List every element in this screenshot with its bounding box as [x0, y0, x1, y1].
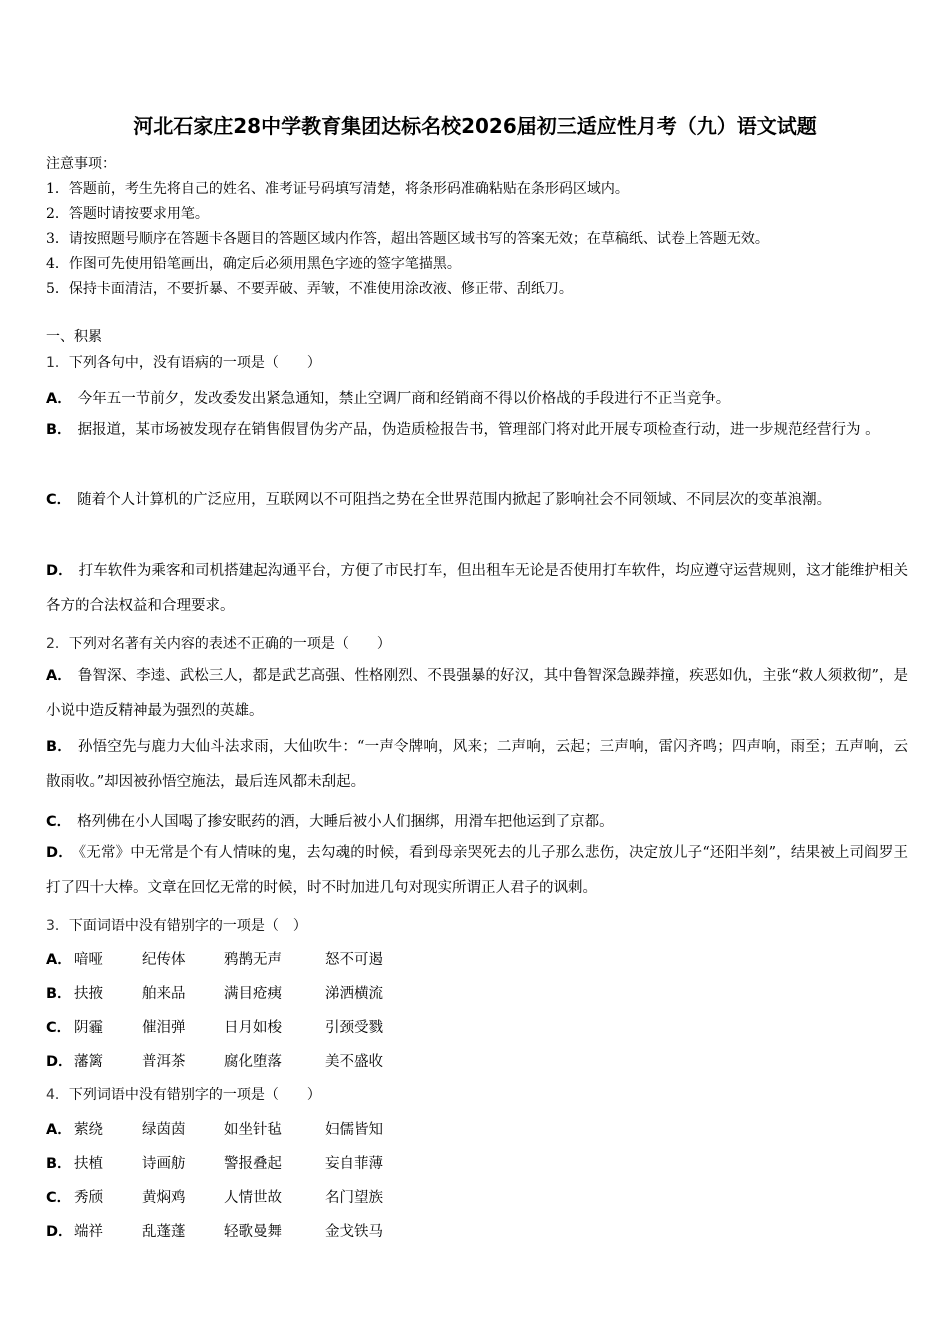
option-text: 鲁智深、李逵、武松三人，都是武艺高强、性格刚烈、不畏强暴的好汉，其中鲁智深急躁莽撞，疾恶如仇，主张“救人须救彻”，是小说中造反精神最为强烈的英雄。 — [46, 668, 908, 719]
option-word: 阴霾 — [74, 1020, 103, 1036]
question-text: 下列词语中没有错别字的一项是（ ） — [68, 1087, 321, 1103]
option-word: 日月如梭 — [224, 1020, 282, 1036]
q4-option-a — [46, 1118, 383, 1139]
q4-option-b — [46, 1152, 383, 1173]
q3-option-d — [46, 1050, 383, 1071]
option-word: 黄焖鸡 — [142, 1190, 186, 1206]
option-letter: B． — [46, 986, 72, 1002]
notice-block — [46, 152, 769, 302]
option-letter: C． — [46, 1190, 72, 1206]
option-word: 喑哑 — [74, 952, 103, 968]
option-word: 妄自菲薄 — [325, 1156, 383, 1172]
notice-item: 3．请按照题号顺序在答题卡各题目的答题区域内作答，超出答题区域书写的答案无效；在草稿纸、试卷上答题无效。 — [46, 231, 769, 247]
option-word: 扶植 — [74, 1156, 103, 1172]
notice-item: 2．答题时请按要求用笔。 — [46, 206, 209, 222]
option-word: 藩篱 — [74, 1054, 103, 1070]
notice-heading: 注意事项： — [46, 156, 116, 172]
option-word: 金戈铁马 — [325, 1224, 383, 1240]
option-letter: D． — [46, 1054, 73, 1070]
question-3-stem — [46, 915, 307, 935]
q4-option-d — [46, 1220, 383, 1241]
option-word: 萦绕 — [74, 1122, 103, 1138]
notice-item: 4．作图可先使用铅笔画出，确定后必须用黑色字迹的签字笔描黑。 — [46, 256, 461, 272]
q2-option-d — [46, 836, 908, 906]
option-word: 人情世故 — [224, 1190, 282, 1206]
option-letter: D． — [46, 563, 73, 579]
option-letter: A． — [46, 1122, 72, 1138]
section-heading: 一、积累 — [46, 329, 102, 345]
option-word: 普洱茶 — [142, 1054, 186, 1070]
notice-item: 1．答题前，考生先将自己的姓名、准考证号码填写清楚，将条形码准确粘贴在条形码区域内。 — [46, 181, 629, 197]
option-word: 满目疮痍 — [224, 986, 282, 1002]
option-word: 秀颀 — [74, 1190, 103, 1206]
option-word: 妇儒皆知 — [325, 1122, 383, 1138]
option-word: 名门望族 — [325, 1190, 383, 1206]
option-text: 据报道，某市场被发现存在销售假冒伪劣产品，伪造质检报告书，管理部门将对此开展专项检查行动，进一步规范经营行为 。 — [77, 422, 880, 438]
option-letter: B． — [46, 1156, 72, 1172]
option-word: 涕洒横流 — [325, 986, 383, 1002]
question-number: 2． — [46, 636, 69, 652]
option-word: 美不盛收 — [325, 1054, 383, 1070]
option-word: 引颈受戮 — [325, 1020, 383, 1036]
option-word: 如坐针毡 — [224, 1122, 282, 1138]
option-word: 扶掖 — [74, 986, 103, 1002]
option-letter: A． — [46, 952, 72, 968]
question-number: 3． — [46, 918, 69, 934]
option-letter: A． — [46, 391, 72, 407]
option-text: 今年五一节前夕，发改委发出紧急通知，禁止空调厂商和经销商不得以价格战的手段进行不正当竞争。 — [77, 391, 731, 407]
q1-option-a — [46, 387, 730, 408]
notice-item: 5．保持卡面清洁，不要折暴、不要弄破、弄皱，不准使用涂改液、修正带、刮纸刀。 — [46, 281, 573, 297]
option-letter: D． — [46, 845, 73, 861]
option-letter: B． — [46, 739, 72, 755]
question-text: 下列对名著有关内容的表述不正确的一项是（ ） — [68, 636, 391, 652]
option-word: 诗画舫 — [142, 1156, 186, 1172]
option-text: 打车软件为乘客和司机搭建起沟通平台，方便了市民打车，但出租车无论是否使用打车软件，均应遵守运营规则，这才能维护相关各方的合法权益和合理要求。 — [46, 563, 908, 614]
question-2-stem — [46, 633, 391, 653]
q3-option-a — [46, 948, 383, 969]
option-letter: C． — [46, 1020, 72, 1036]
question-number: 4． — [46, 1087, 69, 1103]
option-text: 《无常》中无常是个有人情味的鬼，去勾魂的时候，看到母亲哭死去的儿子那么悲伤，决定放儿子“还阳半刻”，结果被上司阎罗王打了四十大棒。文章在回忆无常的时候，时不时加进几句对现实所谓正人君子的讽刺。 — [46, 845, 908, 896]
question-4-stem — [46, 1084, 321, 1104]
q1-option-b — [46, 413, 908, 448]
option-letter: A． — [46, 668, 72, 684]
option-letter: C． — [46, 492, 72, 508]
q1-option-c — [46, 483, 908, 518]
q2-option-b — [46, 730, 908, 800]
q3-option-b — [46, 982, 383, 1003]
option-word: 绿茵茵 — [142, 1122, 186, 1138]
q3-option-c — [46, 1016, 383, 1037]
question-text: 下面词语中没有错别字的一项是（ ） — [68, 918, 307, 934]
option-word: 乱蓬蓬 — [142, 1224, 186, 1240]
option-word: 轻歌曼舞 — [224, 1224, 282, 1240]
page-title: 河北石家庄28中学教育集团达标名校2026届初三适应性月考（九）语文试题 — [133, 114, 817, 138]
option-text: 孙悟空先与鹿力大仙斗法求雨，大仙吹牛：“一声令牌响，风来；二声响，云起；三声响，雷闪齐鸣；四声响，雨至；五声响，云散雨收。”却因被孙悟空施法，最后连风都未刮起。 — [46, 739, 908, 790]
option-word: 警报叠起 — [224, 1156, 282, 1172]
option-letter: D． — [46, 1224, 73, 1240]
option-word: 催泪弹 — [142, 1020, 186, 1036]
q2-option-a — [46, 659, 908, 729]
option-word: 鸦鹊无声 — [224, 952, 282, 968]
option-text: 格列佛在小人国喝了掺安眠药的酒，大睡后被小人们捆绑，用滑车把他运到了京都。 — [77, 814, 614, 830]
question-number: 1． — [46, 355, 69, 371]
option-letter: B． — [46, 422, 72, 438]
q1-option-d — [46, 554, 908, 624]
option-letter: C． — [46, 814, 72, 830]
q2-option-c — [46, 810, 614, 831]
option-word: 腐化堕落 — [224, 1054, 282, 1070]
option-word: 端祥 — [74, 1224, 103, 1240]
q4-option-c — [46, 1186, 383, 1207]
option-word: 纪传体 — [142, 952, 186, 968]
option-word: 怒不可遏 — [325, 952, 383, 968]
question-1-stem — [46, 352, 321, 372]
option-word: 舶来品 — [142, 986, 186, 1002]
question-text: 下列各句中，没有语病的一项是（ ） — [68, 355, 321, 371]
option-text: 随着个人计算机的广泛应用，互联网以不可阻挡之势在全世界范围内掀起了影响社会不同领域、不同层次的变革浪潮。 — [77, 492, 832, 508]
